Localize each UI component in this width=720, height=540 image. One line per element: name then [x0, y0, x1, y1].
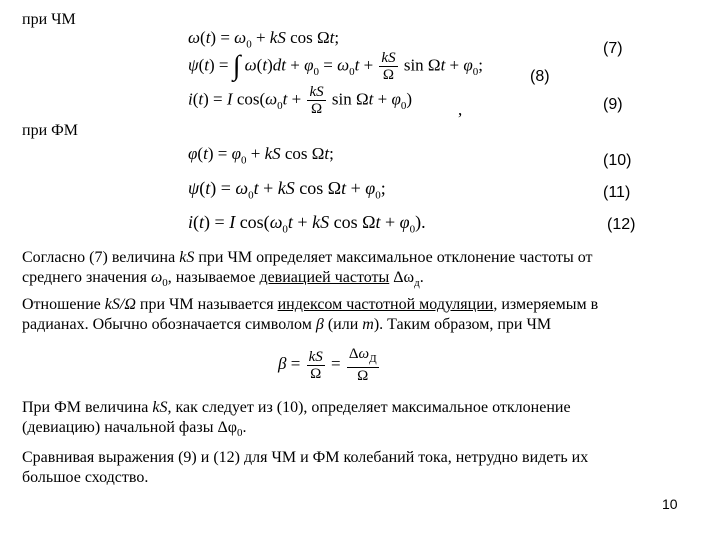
equation-number-12: (12) — [607, 216, 636, 233]
equation-12-trailing-period: . — [421, 212, 426, 232]
paragraph-2-line-1: Отношение kS/Ω при ЧМ называется индексом частотной модуляции, измеряемым в — [22, 296, 599, 313]
equation-number-7: (7) — [603, 40, 623, 57]
paragraph-1-line-1: Согласно (7) величина kS при ЧМ определяет максимальное отклонение частоты от — [22, 249, 593, 266]
equation-12: i(t) = I $\cos(\omega_0t$ + kS $\cos \Omega t + \varphi_0$). — [188, 212, 426, 236]
term-frequency-deviation: девиацией частоты — [259, 269, 390, 286]
paragraph-4-line-1: Сравнивая выражения (9) и (12) для ЧМ и ФМ колебаний тока, нетрудно видеть их — [22, 449, 589, 466]
equation-beta: β = $\frac{kS}{\Omega}$ = $\frac{\Delta\omega_Д}{\Omega}$ — [278, 346, 377, 384]
equation-7: $\omega(t) = \omega_0$ + kS cos Ωt; — [188, 28, 340, 51]
equation-9: i(t) = I $\cos(\omega_0t$ + $\frac{kS}{\Omega}$ $\sin \Omega t + \varphi_0$) — [188, 84, 413, 117]
paragraph-3-line-2: (девиацию) начальной фазы $\Delta\varphi_0$. — [22, 419, 247, 440]
label-fm: при ФМ — [22, 122, 78, 139]
equation-11: $\psi(t) = \omega_0t$ + kS $\cos \Omega t + \varphi_0$; — [188, 178, 386, 202]
equation-number-9: (9) — [603, 96, 623, 113]
term-modulation-index: индексом частотной модуляции — [277, 296, 494, 313]
paragraph-2-line-2: радианах. Обычно обозначается символом β (или m). Таким образом, при ЧМ — [22, 316, 552, 333]
equation-number-11: (11) — [603, 184, 631, 201]
equation-number-10: (10) — [603, 152, 632, 169]
equation-number-8: (8) — [530, 68, 550, 85]
equation-8: ψ(t) = ∫ $\omega(t)dt + \varphi_0 = \omega_0t$ + $\frac{kS}{\Omega}$ $\sin \Omega t + \varphi_0$; — [188, 50, 484, 83]
paragraph-4-line-2: большое сходство. — [22, 469, 149, 486]
label-chm: при ЧМ — [22, 11, 76, 28]
paragraph-1-line-2: среднего значения $\omega_0$, называемое девиацией частоты $\Delta\omega_д$. — [22, 269, 424, 290]
equation-10: $\varphi(t) = \varphi_0$ + kS cos Ωt; — [188, 144, 334, 167]
page-number: 10 — [662, 496, 678, 512]
paragraph-3-line-1: При ФМ величина kS, как следует из (10), определяет максимальное отклонение — [22, 399, 571, 416]
equation-9-trailing-comma: , — [458, 100, 463, 119]
